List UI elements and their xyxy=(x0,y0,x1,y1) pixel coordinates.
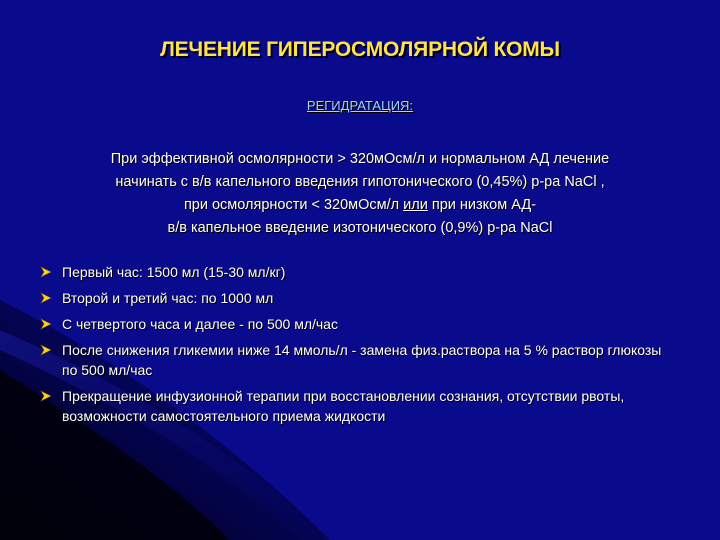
bullet-item xyxy=(40,340,680,380)
bullet-text: После снижения гликемии ниже 14 ммоль/л - замена физ.раствора на 5 % раствор глюкозы по 500 мл/час xyxy=(62,342,662,378)
intro-line-4: в/в капельное введение изотонического (0,9%) р-ра NaCl xyxy=(167,220,553,236)
bullet-item xyxy=(40,288,680,308)
arrow-bullet-icon xyxy=(40,266,52,278)
bullet-list xyxy=(40,262,680,432)
intro-or-underlined: или xyxy=(403,197,428,213)
intro-line-3-end: при низком АД- xyxy=(427,197,537,213)
bullet-item xyxy=(40,314,680,334)
arrow-bullet-icon xyxy=(40,344,52,356)
intro-line-1: При эффективной осмолярности > 320мОсм/л и нормальном АД лечение xyxy=(110,151,610,167)
bullet-text: С четвертого часа и далее - по 500 мл/час xyxy=(62,316,338,332)
intro-line-3-start: при осмолярности < 320мОсм/л xyxy=(183,197,404,213)
arrow-bullet-icon xyxy=(40,390,52,402)
intro-paragraph xyxy=(40,148,680,240)
bullet-text: Второй и третий час: по 1000 мл xyxy=(62,290,274,306)
arrow-bullet-icon xyxy=(40,318,52,330)
intro-line-2: начинать с в/в капельного введения гипотонического (0,45%) р-ра NaCl , xyxy=(115,174,605,190)
bullet-text: Первый час: 1500 мл (15-30 мл/кг) xyxy=(62,264,286,280)
bullet-item xyxy=(40,262,680,282)
slide-subtitle: РЕГИДРАТАЦИЯ: xyxy=(306,98,414,113)
intro-line-3 xyxy=(40,194,680,217)
slide-title: ЛЕЧЕНИЕ ГИПЕРОСМОЛЯРНОЙ КОМЫ xyxy=(160,38,560,61)
bullet-item xyxy=(40,386,680,426)
bullet-text: Прекращение инфузионной терапии при восстановлении сознания, отсутствии рвоты, возможности самостоятельного приема жидкости xyxy=(62,388,625,424)
arrow-bullet-icon xyxy=(40,292,52,304)
